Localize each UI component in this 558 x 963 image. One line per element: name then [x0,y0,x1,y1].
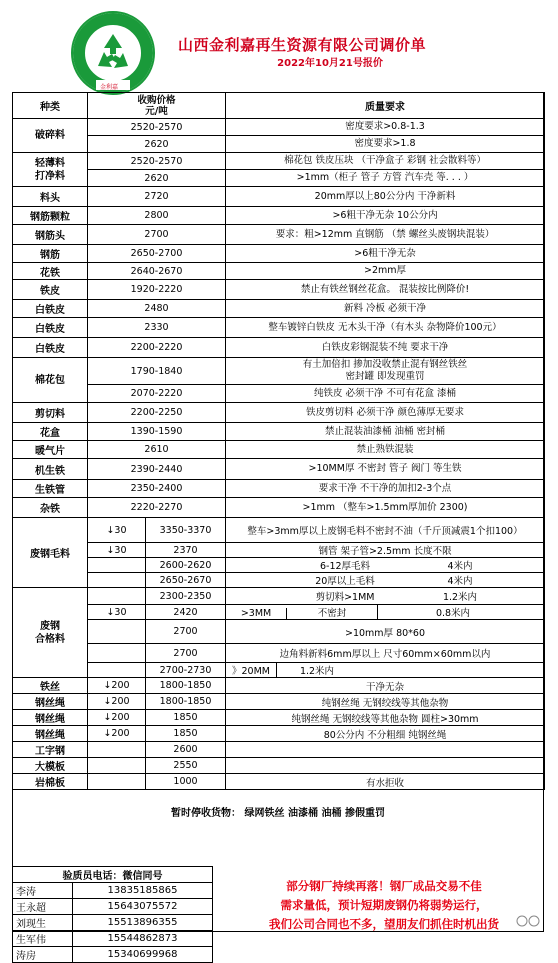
category-name: 钢筋 [13,245,88,263]
contact-name: 王永超 [13,899,73,915]
notice-line: 部分钢厂持续再落！钢厂成品交易不佳 [286,879,482,893]
table-row [13,403,545,423]
category-name: 钢丝绳 [13,726,88,742]
contact-name: 生军伟 [13,931,73,947]
table-row [13,605,545,620]
quality-cell: >6粗干净无杂 10公分内 [226,207,545,225]
price-cell: 2550 [146,758,226,774]
quality-cell [226,742,545,758]
header-category: 种类 [13,93,88,119]
price-cell: 2350-2400 [88,480,226,498]
price-cell: 2600-2620 [146,558,226,573]
category-name: 杂铁 [13,498,88,518]
table-row [13,300,545,318]
price-change [88,644,146,663]
table-row [13,423,545,441]
table-row [13,644,545,663]
contact-row [13,883,213,899]
price-cell: 2520-2570 [88,119,226,136]
table-row [13,573,545,588]
contact-phone[interactable]: 15513896355 [73,915,213,931]
quality-cell: 密度要求>0.8-1.3 [226,119,545,136]
category-name: 钢丝绳 [13,694,88,710]
price-change [88,620,146,644]
category-name: 生铁管 [13,480,88,498]
price-cell: 2330 [88,318,226,338]
notice-line: 我们公司合同也不多，望朋友们抓住时机出货 [269,917,499,931]
contacts-header-row [13,867,213,883]
price-cell: 2700 [88,225,226,245]
contact-row [13,899,213,915]
contact-phone[interactable]: 13835185865 [73,883,213,899]
price-cell: 1800-1850 [146,694,226,710]
category-name: 剪切料 [13,403,88,423]
quality-cell: 整车>3mm厚以上废钢毛料不密封不油（千斤顶减震1个扣100） [226,518,545,543]
contact-name: 涛房 [13,947,73,963]
price-cell: 2070-2220 [88,385,226,403]
quality-cell [226,663,545,678]
quality-part: 》20MM [226,663,277,677]
category-name: 岩棉板 [13,774,88,790]
table-row [13,245,545,263]
length-text: 4米内 [447,561,473,572]
table-row [13,318,545,338]
quality-cell: 白铁皮彩钢混装不纯 要求干净 [226,338,545,358]
price-cell: 2370 [146,543,226,558]
header-quality: 质量要求 [226,93,545,119]
price-cell: 2640-2670 [88,263,226,280]
quote-date: 2022年10月21号报价 [277,58,383,69]
quality-cell: 有土加倍扣 掺加没收禁止混有钢丝铁丝 密封罐 即发现重罚 [226,358,545,385]
quality-cell: 新料 冷板 必须干净 [226,300,545,318]
quality-cell: >1mm（柜子 管子 方管 汽车壳 等. . . ） [226,170,545,187]
price-change [88,663,146,678]
category-name: 白铁皮 [13,318,88,338]
category-name: 破碎料 [13,119,88,153]
price-change: ↓30 [88,543,146,558]
quality-cell: 纯铁皮 必须干净 不可有花盒 漆桶 [226,385,545,403]
category-name: 铁皮 [13,280,88,300]
category-name: 白铁皮 [13,338,88,358]
quality-cell: >6粗干净无杂 [226,245,545,263]
quality-cell: 要求干净 不干净的加扣2-3个点 [226,480,545,498]
quality-cell [226,573,545,588]
category-name: 废钢毛料 [13,518,88,588]
price-change: ↓200 [88,726,146,742]
price-cell: 2390-2440 [88,459,226,480]
price-cell: 2520-2570 [88,153,226,170]
table-row [13,136,545,153]
table-row [13,153,545,170]
table-row [13,620,545,644]
table-row [13,119,545,136]
contact-name: 刘现生 [13,915,73,931]
quality-cell: >1mm （整车>1.5mm厚加价 2300) [226,498,545,518]
quality-cell [226,758,545,774]
table-row [13,774,545,790]
quality-cell: 边角料新料6mm厚以上 尺寸60mm×60mm以内 [226,644,545,663]
quality-cell: 整车镀锌白铁皮 无木头干净（有木头 杂物降价100元） [226,318,545,338]
table-row [13,588,545,605]
stop-notice: 暂时停收货物： 绿网铁丝 油漆桶 油桶 掺假重罚 [171,808,385,819]
price-table [12,92,545,790]
table-row [13,694,545,710]
quality-cell: 有水拒收 [226,774,545,790]
price-change: ↓30 [88,605,146,620]
price-cell: 2420 [146,605,226,620]
table-row [13,385,545,403]
contacts-table [12,866,213,963]
price-change [88,558,146,573]
table-row [13,358,545,385]
category-name: 花盒 [13,423,88,441]
table-row [13,263,545,280]
price-cell: 2620 [88,170,226,187]
price-cell: 2800 [88,207,226,225]
table-row [13,726,545,742]
category-name: 钢筋颗粒 [13,207,88,225]
price-change [88,774,146,790]
table-row [13,459,545,480]
quality-cell: 要求：粗>12mm 直钢筋 （禁 螺丝头废钢块混装） [226,225,545,245]
quality-part: 0.8米内 [435,608,471,619]
table-row [13,558,545,573]
table-row [13,678,545,694]
price-change [88,758,146,774]
category-name: 工字钢 [13,742,88,758]
price-cell: 2610 [88,441,226,459]
contacts-title: 验质员电话：微信同号 [13,867,213,883]
table-row [13,207,545,225]
quality-cell: 钢管 架子管>2.5mm 长度不限 [226,543,545,558]
contact-phone[interactable]: 15643075572 [73,899,213,915]
category-name: 棉花包 [13,358,88,403]
quality-text: 6-12厚毛料 [319,561,371,572]
quality-part: 1.2米内 [299,666,335,677]
watermark-icon [514,914,544,928]
table-row [13,170,545,187]
quality-cell: 20mm厚以上80公分内 干净新料 [226,187,545,207]
quality-cell: 禁止熟铁混装 [226,441,545,459]
price-cell: 2200-2250 [88,403,226,423]
table-row [13,93,545,119]
price-cell: 2480 [88,300,226,318]
notice-line: 需求量低，预计短期废钢仍将弱势运行， [280,898,488,912]
contact-phone[interactable]: 15340699968 [73,947,213,963]
quality-cell: 纯钢丝绳 无钢绞线等其他杂物 [226,694,545,710]
price-cell: 1790-1840 [88,358,226,385]
table-row [13,518,545,543]
quality-cell: 铁皮剪切料 必须干净 颜色薄厚无要求 [226,403,545,423]
company-title: 山西金利嘉再生资源有限公司调价单 [177,36,426,54]
price-cell: 2200-2220 [88,338,226,358]
price-cell: 2650-2670 [146,573,226,588]
market-notice [222,877,546,934]
price-change [88,588,146,605]
quality-cell: 禁止混装油漆桶 油桶 密封桶 [226,423,545,441]
category-name: 机生铁 [13,459,88,480]
category-name: 暖气片 [13,441,88,459]
logo-text: 金利嘉 [100,84,119,91]
price-change [88,742,146,758]
price-change: ↓30 [88,518,146,543]
quality-cell: 纯钢丝绳 无钢绞线等其他杂物 圆柱>30mm [226,710,545,726]
table-row [13,742,545,758]
table-row [13,441,545,459]
category-name: 钢丝绳 [13,710,88,726]
category-name: 大模板 [13,758,88,774]
table-row [13,710,545,726]
quality-part: 不密封 [287,605,378,619]
quality-cell: 禁止有铁丝钢丝花盒。 混装按比例降价! [226,280,545,300]
price-cell: 1850 [146,726,226,742]
price-change [88,573,146,588]
header-price: 收购价格 元/吨 [88,93,226,119]
quality-cell: 密度要求>1.8 [226,136,545,153]
price-change: ↓200 [88,710,146,726]
price-cell: 2600 [146,742,226,758]
contact-row [13,931,213,947]
length-text: 4米内 [447,576,473,587]
price-cell: 3350-3370 [146,518,226,543]
quality-cell: >10MM厚 不密封 管子 阀门 等生铁 [226,459,545,480]
price-cell: 2650-2700 [88,245,226,263]
table-row [13,187,545,207]
table-row [13,280,545,300]
price-cell: 1800-1850 [146,678,226,694]
price-cell: 1390-1590 [88,423,226,441]
price-cell: 2700 [146,620,226,644]
price-cell: 2220-2270 [88,498,226,518]
price-cell: 2700 [146,644,226,663]
table-row [13,338,545,358]
quality-cell: 棉花包 铁皮压块 （干净盒子 彩钢 社会散料等） [226,153,545,170]
price-cell: 2300-2350 [146,588,226,605]
price-cell: 2700-2730 [146,663,226,678]
table-row [13,225,545,245]
quality-cell: 干净无杂 [226,678,545,694]
table-row [13,663,545,678]
price-change: ↓200 [88,694,146,710]
quality-cell [226,558,545,573]
contact-name: 李涛 [13,883,73,899]
category-name: 轻薄料 打净料 [13,153,88,187]
length-text: 1.2米内 [442,592,478,603]
quality-cell: >2mm厚 [226,263,545,280]
table-row [13,498,545,518]
price-cell: 2720 [88,187,226,207]
table-row [13,480,545,498]
price-cell: 2620 [88,136,226,153]
price-cell: 1850 [146,710,226,726]
contact-row [13,915,213,931]
category-name: 花铁 [13,263,88,280]
quality-text: 20厚以上毛料 [315,576,375,587]
table-row [13,758,545,774]
category-name: 废钢 合格料 [13,588,88,678]
price-cell: 1920-2220 [88,280,226,300]
category-name: 铁丝 [13,678,88,694]
category-name: 白铁皮 [13,300,88,318]
category-name: 钢筋头 [13,225,88,245]
header [0,0,558,92]
table-row [13,543,545,558]
quality-cell: 80公分内 不分粗细 纯钢丝绳 [226,726,545,742]
quality-cell: >10mm厚 80*60 [226,620,545,644]
quality-part: >3MM [226,608,287,619]
quality-cell [226,588,545,605]
quality-text: 剪切料>1MM [315,592,375,603]
category-name: 料头 [13,187,88,207]
quality-cell [226,605,545,620]
price-change: ↓200 [88,678,146,694]
contact-phone[interactable]: 15544862873 [73,931,213,947]
price-cell: 1000 [146,774,226,790]
